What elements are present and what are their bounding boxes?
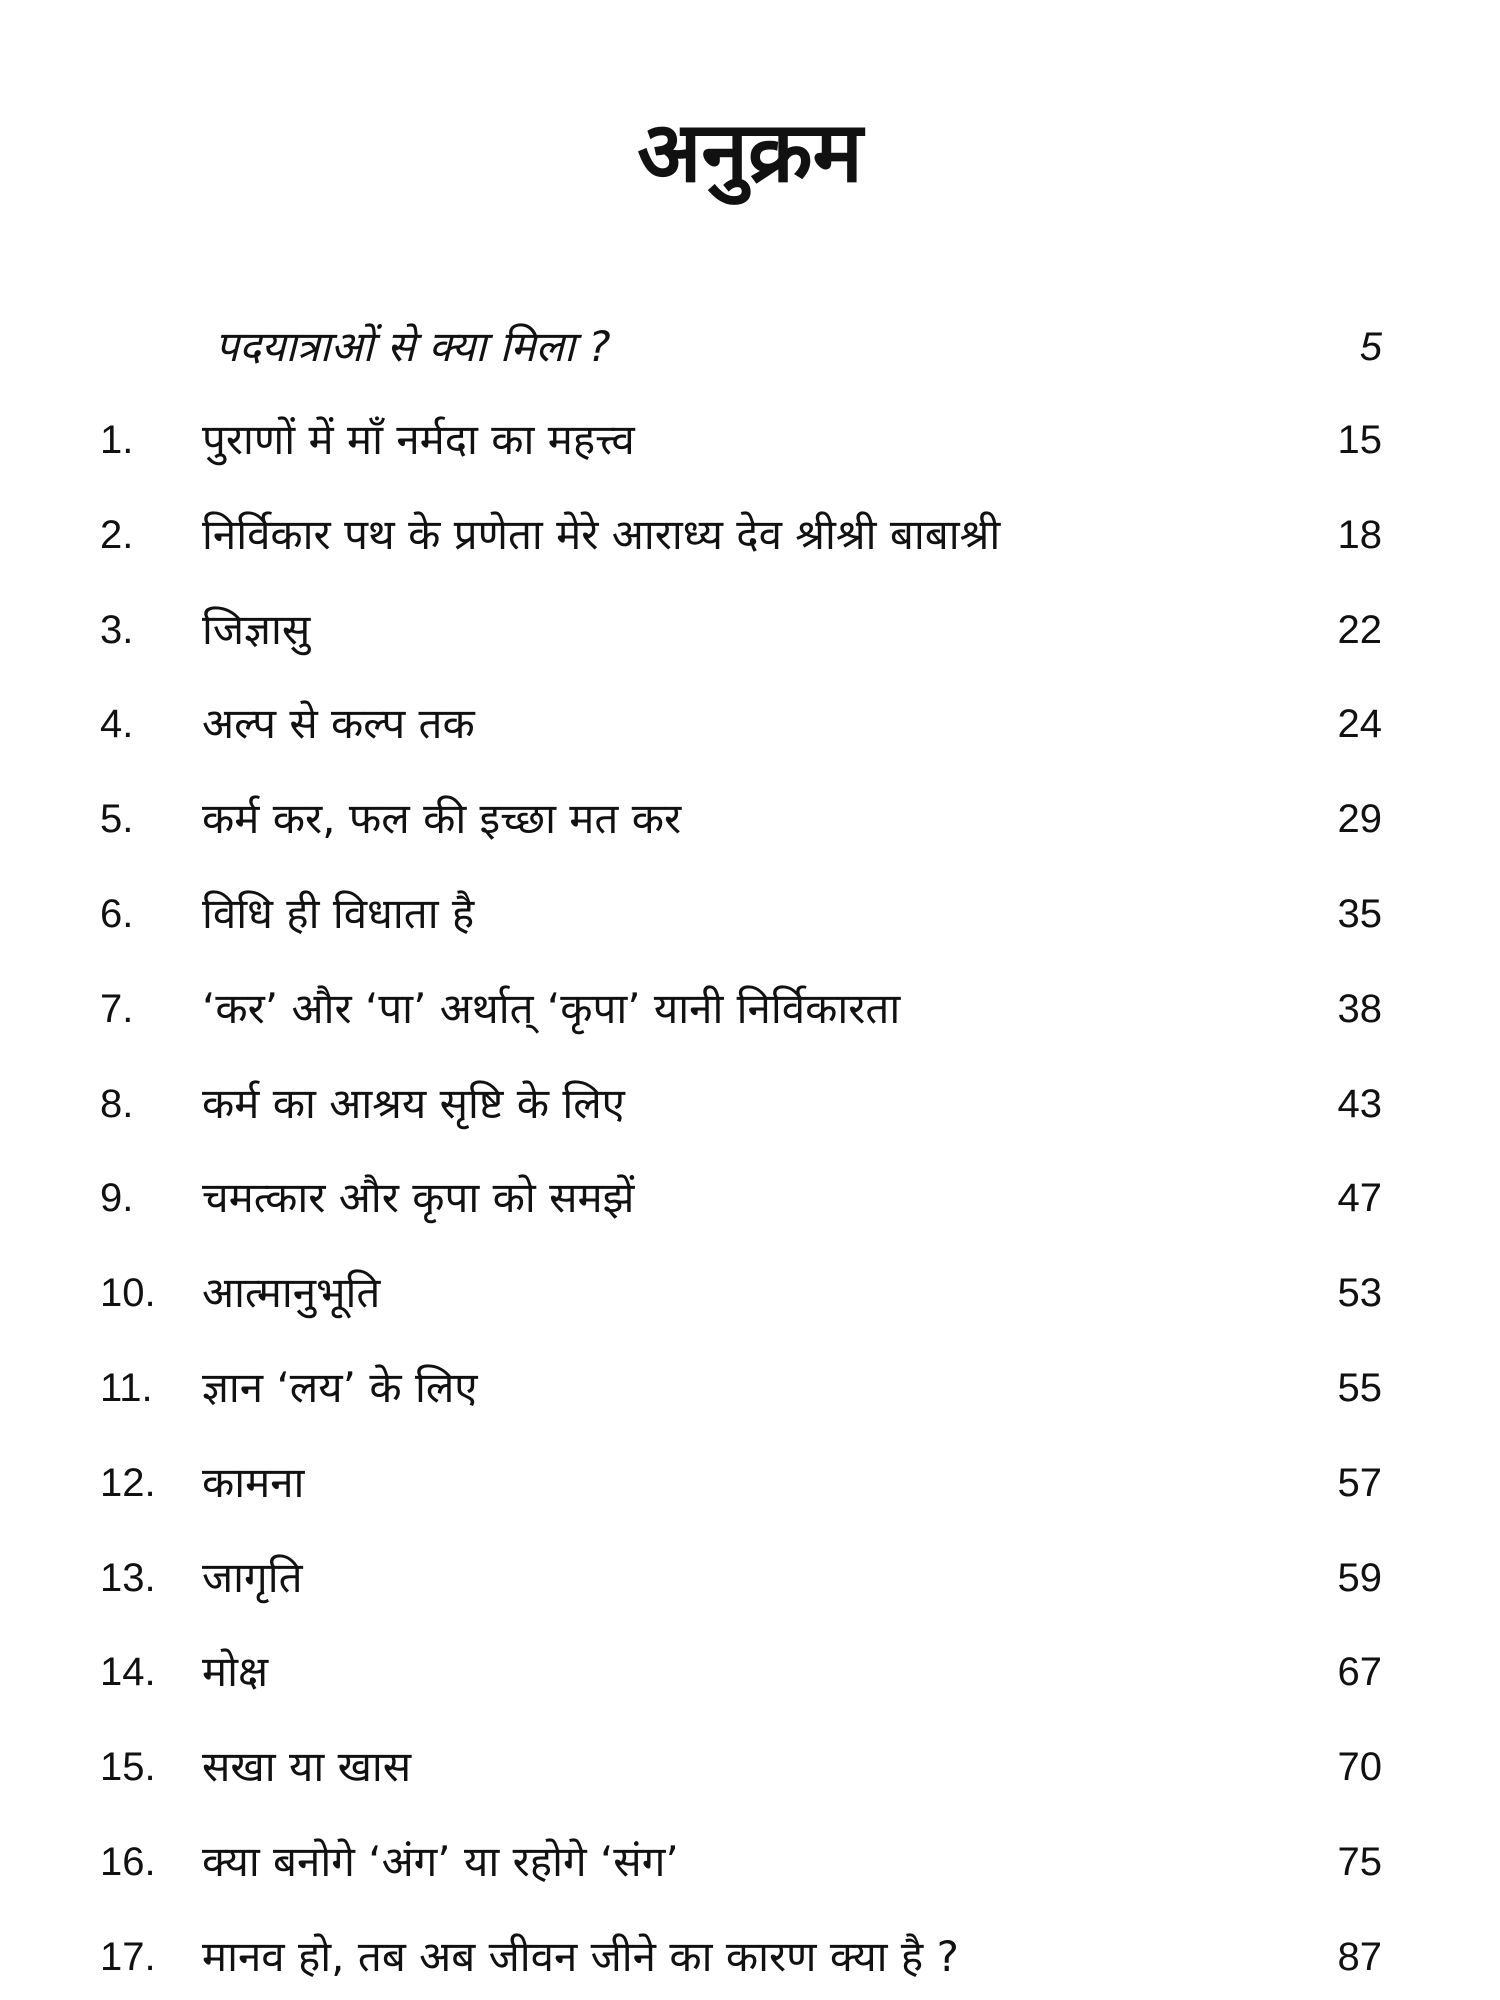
toc-entry: [0, 879, 1500, 949]
toc-entry-number: 8.: [100, 1081, 134, 1126]
toc-entry-number: 2.: [100, 512, 134, 557]
toc-intro-entry: [0, 312, 1500, 382]
toc-entry-title: आत्मानुभूति: [202, 1268, 381, 1318]
toc-entry-title: कर्म का आश्रय सृष्टि के लिए: [202, 1078, 625, 1128]
toc-entry: [0, 1827, 1500, 1897]
toc-entry-number: 12.: [100, 1460, 156, 1505]
toc-entry-number: 16.: [100, 1840, 156, 1884]
toc-entry-page: 35: [1337, 892, 1382, 936]
toc-entry-number: 3.: [100, 607, 134, 652]
toc-entry-page: 57: [1337, 1460, 1382, 1505]
toc-entry-page: 59: [1337, 1555, 1382, 1600]
toc-entry-number: 15.: [100, 1745, 156, 1790]
toc-entry-title: पुराणों में माँ नर्मदा का महत्त्व: [202, 415, 635, 464]
toc-entry-title: मोक्ष: [202, 1647, 269, 1697]
toc-entry-page: 53: [1337, 1271, 1382, 1316]
toc-entry-page: 24: [1337, 702, 1382, 747]
toc-entry: [0, 1353, 1500, 1423]
toc-entry: [0, 1922, 1500, 1992]
toc-entry-page: 47: [1337, 1176, 1382, 1221]
toc-entry-title: पदयात्राओं से क्या मिला ?: [215, 322, 611, 371]
toc-entry-number: 11.: [100, 1366, 153, 1410]
toc-entry-page: 38: [1337, 986, 1382, 1031]
toc-entry-number: 13.: [100, 1555, 156, 1600]
toc-entry-page: 70: [1337, 1745, 1382, 1790]
toc-entry: [0, 1732, 1500, 1802]
toc-entry-page: 5: [1359, 325, 1382, 369]
toc-entry-title: विधि ही विधाता है: [202, 889, 475, 938]
toc-entry-page: 55: [1337, 1366, 1382, 1410]
toc-entry-page: 43: [1337, 1081, 1382, 1126]
toc-entry: [0, 1258, 1500, 1328]
toc-entry-title: चमत्कार और कृपा को समझें: [202, 1173, 635, 1223]
toc-entry: [0, 689, 1500, 759]
toc-entry-number: 10.: [100, 1271, 156, 1316]
toc-entry: [0, 500, 1500, 570]
toc-entry: [0, 1069, 1500, 1139]
toc-entry: [0, 405, 1500, 475]
toc-entry-number: 9.: [100, 1176, 134, 1221]
toc-entry-title: ज्ञान ‘लय’ के लिए: [202, 1363, 478, 1412]
toc-entry: [0, 974, 1500, 1044]
toc-entry-title: क्या बनोगे ‘अंग’ या रहोगे ‘संग’: [202, 1837, 679, 1886]
toc-entry: [0, 1637, 1500, 1707]
page-title: अनुक्रम: [637, 103, 863, 201]
toc-entry-page: 22: [1337, 607, 1382, 652]
toc-entry: [0, 1163, 1500, 1233]
toc-entry: [0, 1543, 1500, 1613]
toc-entry-number: 1.: [100, 418, 134, 462]
toc-entry-title: कर्म कर, फल की इच्छा मत कर: [202, 794, 682, 844]
toc-entry-title: निर्विकार पथ के प्रणेता मेरे आराध्य देव श्रीश्री बाबाश्री: [202, 509, 1001, 559]
toc-entry-title: कामना: [202, 1457, 305, 1507]
toc-entry-page: 29: [1337, 797, 1382, 842]
toc-entry-page: 67: [1337, 1650, 1382, 1695]
toc-entry-page: 18: [1337, 512, 1382, 557]
toc-entry-number: 7.: [100, 986, 134, 1031]
toc-entry: [0, 784, 1500, 854]
toc-entry-number: 6.: [100, 892, 134, 936]
toc-entry-number: 4.: [100, 702, 134, 747]
toc-entry-title: सखा या खास: [202, 1742, 412, 1792]
toc-entry: [0, 595, 1500, 665]
toc-entry: [0, 1448, 1500, 1518]
toc-entry-title: जागृति: [202, 1552, 303, 1602]
toc-entry-title: अल्प से कल्प तक: [202, 699, 475, 749]
toc-entry-title: मानव हो, तब अब जीवन जीने का कारण क्या है ?: [202, 1931, 959, 1981]
toc-entry-number: 14.: [100, 1650, 156, 1695]
toc-entry-page: 15: [1337, 418, 1382, 462]
toc-entry-page: 87: [1337, 1934, 1382, 1979]
toc-entry-title: ‘कर’ और ‘पा’ अर्थात् ‘कृपा’ यानी निर्विकारता: [202, 983, 901, 1033]
toc-entry-title: जिज्ञासु: [202, 604, 311, 654]
toc-entry-page: 75: [1337, 1840, 1382, 1884]
toc-entry-number: 17.: [100, 1934, 156, 1979]
toc-entry-number: 5.: [100, 797, 134, 842]
